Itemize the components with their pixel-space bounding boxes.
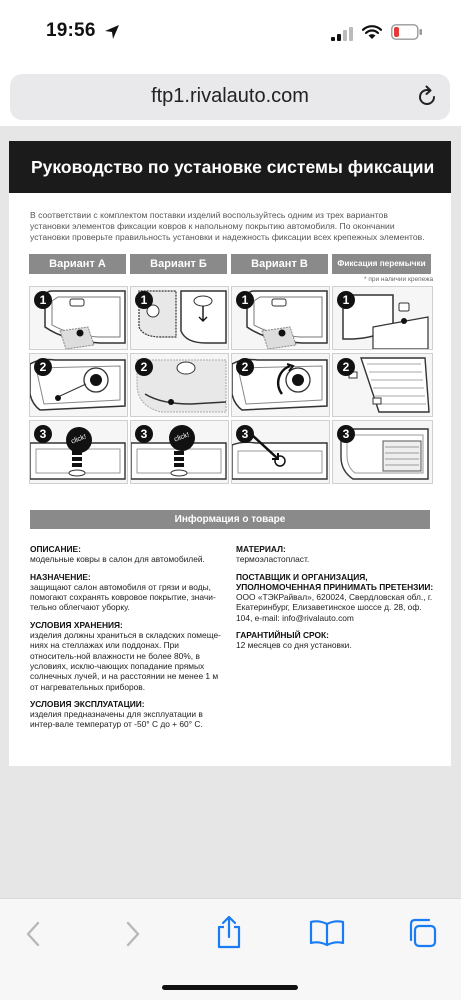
step-number: 1 — [337, 291, 355, 309]
cellular-signal-icon — [331, 27, 353, 41]
variant-tabs — [29, 254, 431, 274]
step-b1 — [130, 286, 229, 350]
status-time: 19:56 — [46, 20, 96, 41]
supplier-text: ООО «ТЭКРайвал», 620024, Свердловская обл., г. Екатеринбург, Елизаветинское шоссе д. 28, оф. 104, e-mail: info@rivalauto.com — [236, 592, 433, 623]
step-number: 3 — [34, 425, 52, 443]
storage-heading: УСЛОВИЯ ХРАНЕНИЯ: — [30, 619, 123, 630]
click-badge: click! — [62, 423, 95, 456]
supplier-heading: ПОСТАВЩИК И ОРГАНИЗАЦИЯ, УПОЛНОМОЧЕННАЯ ПРИНИМАТЬ ПРЕТЕНЗИИ: — [236, 571, 434, 592]
battery-low-icon — [391, 24, 423, 40]
step-number: 2 — [337, 358, 355, 376]
tab-variant-a: Вариант А — [29, 254, 126, 274]
step-b3 — [130, 420, 229, 484]
step-a1 — [29, 286, 128, 350]
share-icon[interactable] — [214, 914, 244, 950]
intro-text: В соответствии с комплектом поставки изделий воспользуйтесь одним из трех вариантов установки элементов фиксации ковров к напольному покрытию автомобиля. По окончании установки проверьте правильность установки и надежность фиксации всех крепежных элементов. — [30, 210, 425, 242]
tab-jumper-fixing: Фиксация перемычки — [332, 254, 431, 274]
document-title: Руководство по установке системы фиксации — [31, 157, 435, 177]
step-number: 3 — [135, 425, 153, 443]
description-text: модельные ковры в салон для автомобилей. — [30, 554, 205, 565]
step-jumper-2 — [332, 353, 433, 417]
status-bar — [0, 0, 461, 70]
step-b2 — [130, 353, 229, 417]
back-chevron-icon[interactable] — [22, 917, 46, 951]
address-bar[interactable] — [10, 74, 450, 120]
info-right-column — [236, 544, 436, 651]
home-indicator — [162, 985, 298, 990]
warranty-heading: ГАРАНТИЙНЫЙ СРОК: — [236, 630, 329, 641]
operation-text: изделия предназначены для эксплуатации в интер-вале температур от -50° С до + 60° С. — [30, 709, 203, 730]
instruction-document — [9, 141, 451, 766]
step-jumper-3 — [332, 420, 433, 484]
url-text[interactable]: ftp1.rivalauto.com — [151, 85, 309, 107]
tabs-icon[interactable] — [406, 917, 438, 949]
product-info-header: Информация о товаре — [30, 510, 430, 529]
click-badge: click! — [165, 421, 198, 454]
purpose-text: защищают салон автомобиля от грязи и воды, помогают сохранять ковровое покрытие, значи-тельно облегчают уборку. — [30, 581, 216, 613]
step-c3 — [231, 420, 330, 484]
step-c2 — [231, 353, 330, 417]
material-heading: МАТЕРИАЛ: — [236, 544, 286, 554]
step-number: 3 — [337, 425, 355, 443]
bookmarks-icon[interactable] — [309, 919, 345, 947]
footnote: * при наличии крепежа — [364, 276, 434, 283]
warranty-text: 12 месяцев со дня установки. — [236, 640, 352, 651]
step-jumper-1 — [332, 286, 433, 350]
tab-variant-b: Вариант Б — [130, 254, 227, 274]
step-number: 1 — [135, 291, 153, 309]
step-number: 2 — [236, 358, 254, 376]
info-left-column — [30, 544, 227, 730]
step-number: 2 — [34, 358, 52, 376]
step-number: 2 — [135, 358, 153, 376]
description-heading: ОПИСАНИЕ: — [30, 544, 81, 554]
storage-text: изделия должны храниться в складских помеще-ниях на стеллажах или поддонах. При относитель-ной влажности не более 80%, в условиях, исклю-чающих попадание прямых солнечных лучей, и на расстоянии не менее 1 м от нагревательных приборов. — [30, 630, 221, 692]
step-number: 1 — [34, 291, 52, 309]
tab-variant-c: Вариант В — [231, 254, 328, 274]
purpose-heading: НАЗНАЧЕНИЕ: — [30, 571, 91, 582]
step-number: 1 — [236, 291, 254, 309]
step-c1 — [231, 286, 330, 350]
wifi-icon — [362, 25, 382, 40]
step-number: 3 — [236, 425, 254, 443]
reload-icon[interactable] — [414, 84, 440, 110]
operation-heading: УСЛОВИЯ ЭКСПЛУАТАЦИИ: — [30, 698, 145, 709]
step-a2 — [29, 353, 128, 417]
document-header — [9, 141, 451, 193]
material-text: термоэластопласт. — [236, 554, 310, 565]
forward-chevron-icon[interactable] — [120, 917, 144, 951]
location-arrow-icon — [104, 24, 120, 40]
step-a3 — [29, 420, 128, 484]
